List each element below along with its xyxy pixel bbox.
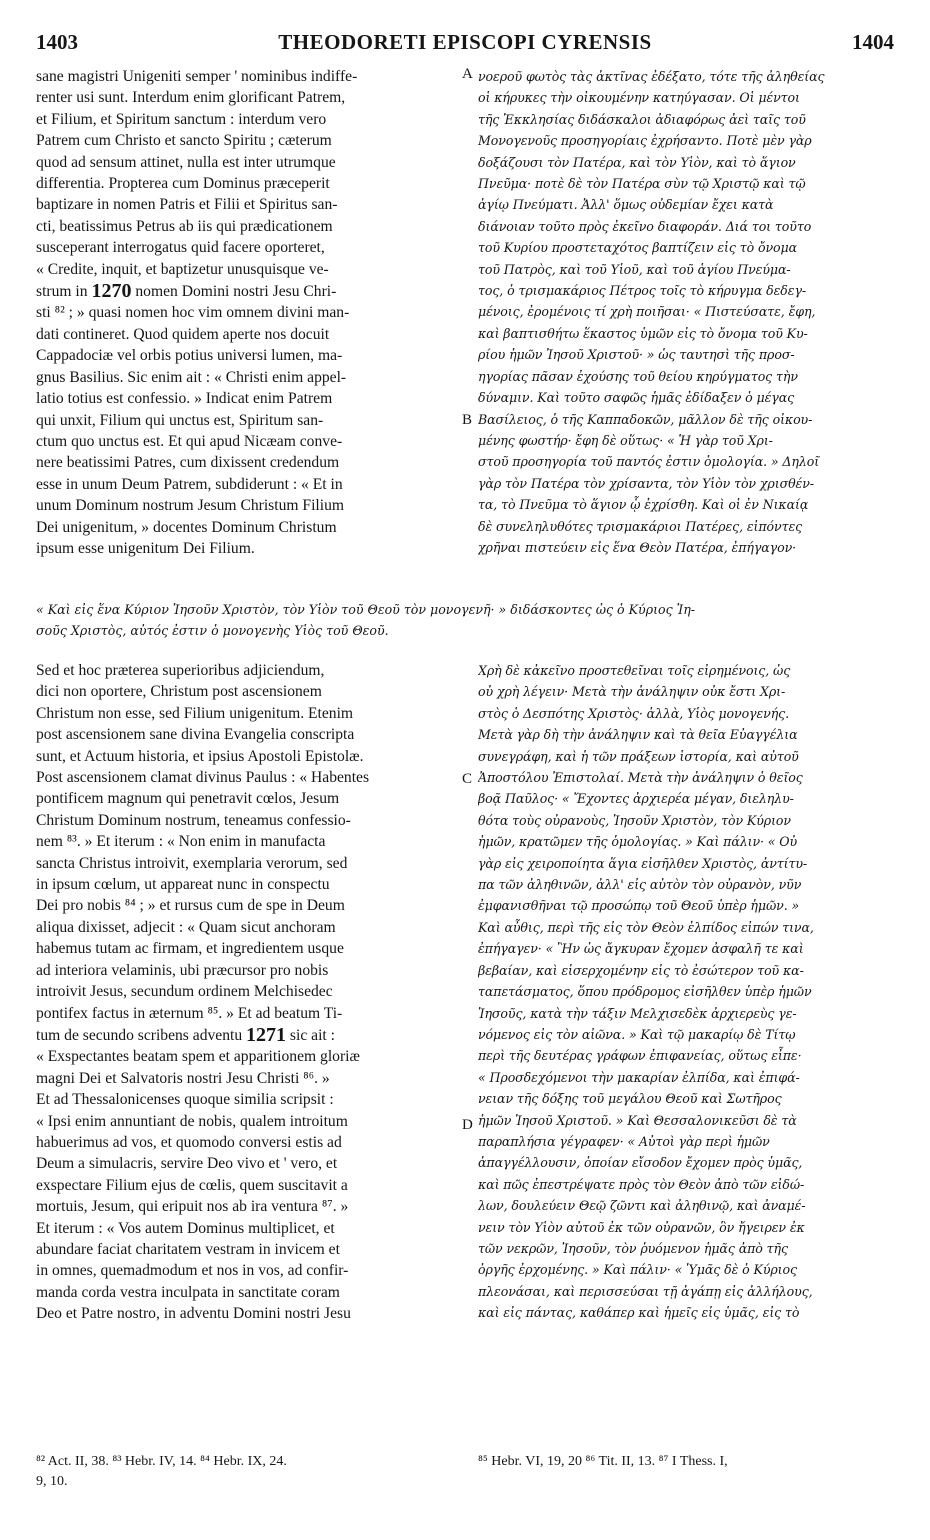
latin-line: sancta Christus introivit, exemplaria verorum, sed	[36, 854, 348, 872]
greek-line: καὶ εἰς πάντας, καθάπερ καὶ ἡμεῖς εἰς ὑμᾶς, εἰς τὸ	[478, 1305, 800, 1321]
greek-line: πλεονάσαι, καὶ περισσεύσαι τῇ ἀγάπῃ εἰς ἀλλήλους,	[478, 1283, 813, 1299]
latin-line: dici non oportere, Christum post ascensionem	[36, 683, 322, 701]
greek-line: σοῦς Χριστὸς, αὐτός ἐστιν ὁ μονογενὴς Υἱὸς τοῦ Θεοῦ.	[36, 623, 389, 639]
greek-line: συνεγράφη, καὶ ἡ τῶν πράξεων ἱστορία, καὶ αὐτοῦ	[478, 748, 799, 764]
latin-line: Christum non esse, sed Filium unigenitum. Etenim	[36, 704, 354, 722]
greek-line: γὰρ τὸν Πατέρα τὸν χρίσαντα, τὸν Υἱὸν τὸν χρισθέν-	[478, 475, 814, 491]
right-page-number: 1404	[852, 30, 894, 54]
greek-line: ταπετάσματος, ὅπου πρόδρομος εἰσῆλθεν ὑπὲρ ἡμῶν	[478, 984, 812, 1000]
column-number-1271: 1271	[246, 1023, 287, 1046]
greek-line: ηγορίας πᾶσαν ἐχούσης τοῦ θείου κηρύγματος τὴν	[478, 368, 798, 384]
latin-line: quod ad sensum attinet, nulla est inter utrumque	[36, 153, 336, 171]
latin-line: baptizare in nomen Patris et Filii et Spiritus san-	[36, 196, 338, 214]
latin-line: post ascensionem sane divina Evangelia conscripta	[36, 726, 355, 744]
greek-line: οἱ κήρυκες τὴν οἰκουμένην κατηύγασαν. Οἱ μέντοι	[478, 90, 800, 106]
greek-line: καὶ βαπτισθήτω ἕκαστος ὑμῶν εἰς τὸ ὄνομα τοῦ Κυ-	[478, 325, 808, 341]
greek-line: καὶ πῶς ἐπεστρέψατε πρὸς τὸν Θεὸν ἀπὸ τῶν εἰδώ-	[478, 1176, 805, 1192]
latin-line: unum Dominum nostrum Jesum Christum Filium	[36, 497, 344, 515]
latin-line: pontifex factus in æternum ⁸⁵. » Et ad beatum Ti-	[36, 1004, 343, 1022]
greek-line: περὶ τῆς δευτέρας γράφων ἐπιφανείας, οὕτως εἶπε·	[478, 1048, 802, 1064]
greek-line: Βασίλειος, ὁ τῆς Καππαδοκῶν, μᾶλλον δὲ τῆς οἰκου-	[478, 411, 813, 427]
greek-line: τοῦ Κυρίου προστεταχότος βαπτίζειν εἰς τὸ ὄνομα	[478, 240, 797, 256]
latin-line: sunt, et Actuum historia, et ipsius Apostoli Epistolæ.	[36, 747, 364, 765]
upper-latin-column	[36, 66, 456, 601]
greek-line: Καὶ αὖθις, περὶ τῆς εἰς τὸν Θεὸν ἐλπίδος εἰπών τινα,	[478, 919, 814, 935]
greek-line: ὀργῆς ἐρχομένης. » Καὶ πάλιν· « Ὑμᾶς δὲ ὁ Κύριος	[478, 1262, 797, 1278]
upper-greek-column	[478, 66, 898, 601]
latin-line: pontificem magnum qui penetravit cœlos, Jesum	[36, 790, 340, 808]
greek-line: τῆς Ἐκκλησίας διδάσκαλοι ἀδιαφόρως ἀεὶ ταῖς τοῦ	[478, 111, 806, 127]
footnotes-continuation: 9, 10.	[36, 1474, 68, 1489]
greek-line: δὲ συνεληλυθότες τρισμακάριοι Πατέρες, εἰπόντες	[478, 518, 803, 534]
latin-line: « Ipsi enim annuntiant de nobis, qualem introitum	[36, 1112, 348, 1130]
greek-line: ρίου ἡμῶν Ἰησοῦ Χριστοῦ· » ὡς ταυτησὶ τῆς προσ-	[478, 347, 795, 363]
latin-line: nere beatissimi Patres, cum dixissent credendum	[36, 454, 340, 472]
latin-line: differentia. Propterea cum Dominus præceperit	[36, 175, 330, 193]
greek-line: « Καὶ εἰς ἕνα Κύριον Ἰησοῦν Χριστὸν, τὸν Υἱὸν τοῦ Θεοῦ τὸν μονογενῆ· » διδάσκοντες ὡς ὁ Κύριος Ἰη-	[36, 602, 696, 617]
latin-line: sti ⁸² ; » quasi nomen hoc vim omnem divini man-	[36, 304, 350, 322]
greek-line: χρῆναι πιστεύειν εἰς ἕνα Θεὸν Πατέρα, ἐπήγαγον·	[478, 539, 797, 555]
latin-line: sane magistri Unigeniti semper ' nominibus indiffe-	[36, 68, 358, 85]
greek-line: παραπλήσια γέγραφεν· « Αὐτοὶ γὰρ περὶ ἡμῶν	[478, 1133, 770, 1149]
left-page-number: 1403	[36, 30, 78, 54]
greek-line: Ἀποστόλου Ἐπιστολαί. Μετὰ τὴν ἀνάληψιν ὁ θεῖος	[478, 770, 803, 786]
latin-line: nem ⁸³. » Et iterum : « Non enim in manufacta	[36, 833, 326, 851]
greek-line: νειαν τῆς δόξης τοῦ μεγάλου Θεοῦ καὶ Σωτῆρος	[478, 1091, 782, 1107]
greek-line: ἐμφανισθῆναι τῷ προσώπῳ τοῦ Θεοῦ ὑπὲρ ἡμῶν. »	[478, 898, 800, 914]
greek-line: δύναμιν. Καὶ τοῦτο σαφῶς ἡμᾶς ἐδίδαξεν ὁ μέγας	[478, 390, 795, 406]
latin-line: cti, beatissimus Petrus ab iis qui prædicationem	[36, 217, 333, 235]
latin-line: esse in unum Deum Patrem, subdiderunt : « Et in	[36, 475, 343, 493]
greek-line: τος, ὁ τρισμακάριος Πέτρος τοῖς τὸ κήρυγμα δεδεγ-	[478, 283, 807, 299]
greek-line: Μονογενοῦς προσηγορίαις ἐχρήσαντο. Ποτὲ μὲν γὰρ	[478, 133, 812, 149]
running-title: THEODORETI EPISCOPI CYRENSIS	[278, 30, 652, 54]
latin-line: et Filium, et Spiritum sanctum : interdum vero	[36, 110, 327, 128]
greek-line: τοῦ Πατρὸς, καὶ τοῦ Υἱοῦ, καὶ τοῦ ἁγίου Πνεύμα-	[478, 261, 791, 277]
greek-line: τῶν νεκρῶν, Ἰησοῦν, τὸν ῥυόμενον ἡμᾶς ἀπὸ τῆς	[478, 1240, 788, 1256]
latin-line: Deum a simulacris, servire Deo vivo et ' vero, et	[36, 1155, 338, 1173]
greek-line: λων, δουλεύειν Θεῷ ζῶντι καὶ ἀληθινῷ, καὶ ἀναμέ-	[478, 1198, 806, 1214]
running-header	[36, 30, 894, 64]
footnotes-left: ⁸² Act. II, 38. ⁸³ Hebr. IV, 14. ⁸⁴ Hebr. IX, 24.	[36, 1454, 287, 1469]
greek-line: μένης φωστήρ· ἔφη δὲ οὕτως· « Ἡ γὰρ τοῦ Χρι-	[478, 432, 773, 448]
lower-greek-column	[478, 660, 898, 1440]
latin-line: in omnes, quemadmodum et nos in vos, ad confir-	[36, 1262, 349, 1280]
latin-line: Cappadociæ vel orbis potius universi lumen, ma-	[36, 347, 343, 365]
latin-line: gnus Basilius. Sic enim ait : « Christi enim appel-	[36, 368, 347, 386]
greek-line: γὰρ εἰς χειροποίητα ἅγια εἰσῆλθεν Χριστὸς, ἀντίτυ-	[478, 855, 808, 871]
latin-line: exspectare Filium ejus de cœlis, quem suscitavit a	[36, 1176, 348, 1194]
latin-line: Et ad Thessalonicenses quoque similia scripsit :	[36, 1091, 334, 1109]
greek-line: νόμενος εἰς τὸν αἰῶνα. » Καὶ τῷ μακαρίῳ δὲ Τίτῳ	[478, 1026, 796, 1042]
greek-line: βοᾷ Παῦλος· « Ἔχοντες ἀρχιερέα μέγαν, διεληλυ-	[478, 791, 794, 807]
margin-marker-a: A	[462, 66, 473, 82]
full-width-greek-creed	[36, 599, 896, 642]
margin-marker-d: D	[462, 1117, 473, 1133]
greek-line: οὐ χρὴ λέγειν· Μετὰ τὴν ἀνάληψιν οὐκ ἔστι Χρι-	[478, 684, 786, 700]
greek-line: Πνεῦμα· ποτὲ δὲ τὸν Πατέρα σὺν τῷ Χριστῷ καὶ τῷ	[478, 176, 806, 192]
latin-line: ipsum esse unigenitum Dei Filium.	[36, 539, 255, 557]
latin-line: susceperant interrogatus quid facere oporteret,	[36, 239, 325, 257]
greek-line: Ἰησοῦς, κατὰ τὴν τάξιν Μελχισεδὲκ ἀρχιερεὺς γε-	[478, 1005, 797, 1021]
greek-line: νοεροῦ φωτὸς τὰς ἀκτῖνας ἐδέξατο, τότε τῆς ἀληθείας	[478, 69, 825, 84]
latin-line: abundare faciat charitatem vestram in invicem et	[36, 1240, 340, 1258]
greek-line: ἡμῶν Ἰησοῦ Χριστοῦ. » Καὶ Θεσσαλονικεῦσι δὲ τὰ	[478, 1112, 797, 1128]
latin-line: habuerimus ad vos, et quomodo conversi estis ad	[36, 1133, 342, 1151]
greek-line: τα, τὸ Πνεῦμα τὸ ἅγιον ᾧ ἐχρίσθη. Καὶ οἱ ἐν Νικαίᾳ	[478, 497, 809, 513]
greek-line: « Προσδεχόμενοι τὴν μακαρίαν ἐλπίδα, καὶ ἐπιφά-	[478, 1069, 800, 1085]
latin-line: habemus tutam ac firmam, et ingredientem usque	[36, 940, 344, 958]
greek-line: πα τῶν ἀληθινῶν, ἀλλ' εἰς αὐτὸν τὸν οὐρανὸν, νῦν	[478, 877, 802, 893]
greek-line: στοῦ προσηγορία τοῦ παντός ἐστιν ὁμολογία. » Δηλοῖ	[478, 454, 820, 470]
latin-line: latio totius est confessio. » Indicat enim Patrem	[36, 390, 333, 408]
greek-line: μένοις, ἐρομένοις τί χρὴ ποιῆσαι· « Πιστεύσατε, ἔφη,	[478, 304, 816, 320]
latin-line: magni Dei et Salvatoris nostri Jesu Christi ⁸⁶. »	[36, 1069, 330, 1087]
latin-line: Christum Dominum nostrum, teneamus confessio-	[36, 811, 351, 829]
latin-line: Deo et Patre nostro, in adventu Domini nostri Jesu	[36, 1305, 351, 1323]
latin-line: dati contineret. Quod quidem aperte nos docuit	[36, 325, 330, 343]
latin-line: qui unxit, Filium qui unctus est, Spiritum san-	[36, 411, 324, 429]
greek-line: νειν τὸν Υἱὸν αὐτοῦ ἐκ τῶν οὐρανῶν, ὃν ἤγειρεν ἐκ	[478, 1219, 805, 1235]
latin-line: renter usi sunt. Interdum enim glorificant Patrem,	[36, 89, 346, 107]
greek-line: Μετὰ γὰρ δὴ τὴν ἀνάληψιν καὶ τὰ θεῖα Εὐαγγέλια	[478, 727, 798, 743]
latin-line: « Exspectantes beatam spem et apparitionem gloriæ	[36, 1048, 360, 1066]
latin-line: introivit Jesus, secundum ordinem Melchisedec	[36, 983, 333, 1001]
greek-line: δοξάζουσι τὸν Πατέρα, καὶ τὸν Υἱὸν, καὶ τὸ ἅγιον	[478, 154, 796, 170]
latin-line: Post ascensionem clamat divinus Paulus : « Habentes	[36, 769, 370, 787]
greek-line: Χρὴ δὲ κἀκεῖνο προστεθεῖναι τοῖς εἰρημένοις, ὡς	[478, 663, 791, 678]
greek-line: στὸς ὁ Δεσπότης Χριστὸς· ἀλλὰ, Υἱὸς μονογενής.	[478, 705, 789, 721]
lower-latin-column	[36, 660, 456, 1440]
latin-line: ad interiora velaminis, ubi præcursor pro nobis	[36, 961, 329, 979]
latin-line: « Credite, inquit, et baptizetur unusquisque ve-	[36, 260, 329, 278]
greek-line: ἀπαγγέλλουσιν, ὁποίαν εἴσοδον ἔχομεν πρὸς ὑμᾶς,	[478, 1155, 803, 1171]
latin-line: Sed et hoc præterea superioribus adjiciendum,	[36, 662, 325, 679]
margin-marker-c: C	[462, 771, 473, 787]
latin-line: in ipsum cœlum, ut appareat nunc in conspectu	[36, 876, 330, 894]
latin-line-with-column-number: tum de secundo scribens adventu 1271 sic ait :	[36, 1023, 335, 1046]
footnotes-right: ⁸⁵ Hebr. VI, 19, 20 ⁸⁶ Tit. II, 13. ⁸⁷ I Thess. I,	[478, 1454, 728, 1469]
greek-line: θότα τοὺς οὐρανοὺς, Ἰησοῦν Χριστὸν, τὸν Κύριον	[478, 812, 791, 828]
latin-line-with-column-number: strum in 1270 nomen Domini nostri Jesu Chri-	[36, 280, 337, 303]
greek-line: ἡμῶν, κρατῶμεν τῆς ὁμολογίας. » Καὶ πάλιν· « Οὐ	[478, 834, 798, 850]
greek-line: βεβαίαν, καὶ εἰσερχομένην εἰς τὸ ἐσώτερον τοῦ κα-	[478, 962, 804, 978]
latin-line: ctum quo unctus est. Et qui apud Nicæam conve-	[36, 432, 343, 450]
margin-marker-b: B	[462, 412, 473, 428]
greek-line: διάνοιαν τοῦτο πρὸς ἐκεῖνο διαφοράν. Διά τοι τοῦτο	[478, 218, 812, 234]
latin-line: mortuis, Jesum, qui eripuit nos ab ira ventura ⁸⁷. »	[36, 1198, 349, 1216]
latin-line: Patrem cum Christo et sancto Spiritu ; cæterum	[36, 132, 332, 150]
greek-line: ἐπήγαγεν· « Ἣν ὡς ἄγκυραν ἔχομεν ἀσφαλῆ τε καὶ	[478, 941, 804, 957]
latin-line: Dei pro nobis ⁸⁴ ; » et rursus cum de spe in Deum	[36, 897, 345, 915]
latin-line: manda corda vestra inculpata in sanctitate coram	[36, 1283, 340, 1301]
column-number-1270: 1270	[91, 280, 132, 303]
latin-line: aliqua dixisset, adjecit : « Quam sicut anchoram	[36, 918, 336, 936]
latin-line: Et iterum : « Vos autem Dominus multiplicet, et	[36, 1219, 335, 1237]
greek-line: ἁγίῳ Πνεύματι. Ἀλλ' ὅμως οὐδεμίαν ἔχει κατὰ	[478, 197, 774, 213]
latin-line: Dei unigenitum, » docentes Dominum Christum	[36, 518, 337, 536]
